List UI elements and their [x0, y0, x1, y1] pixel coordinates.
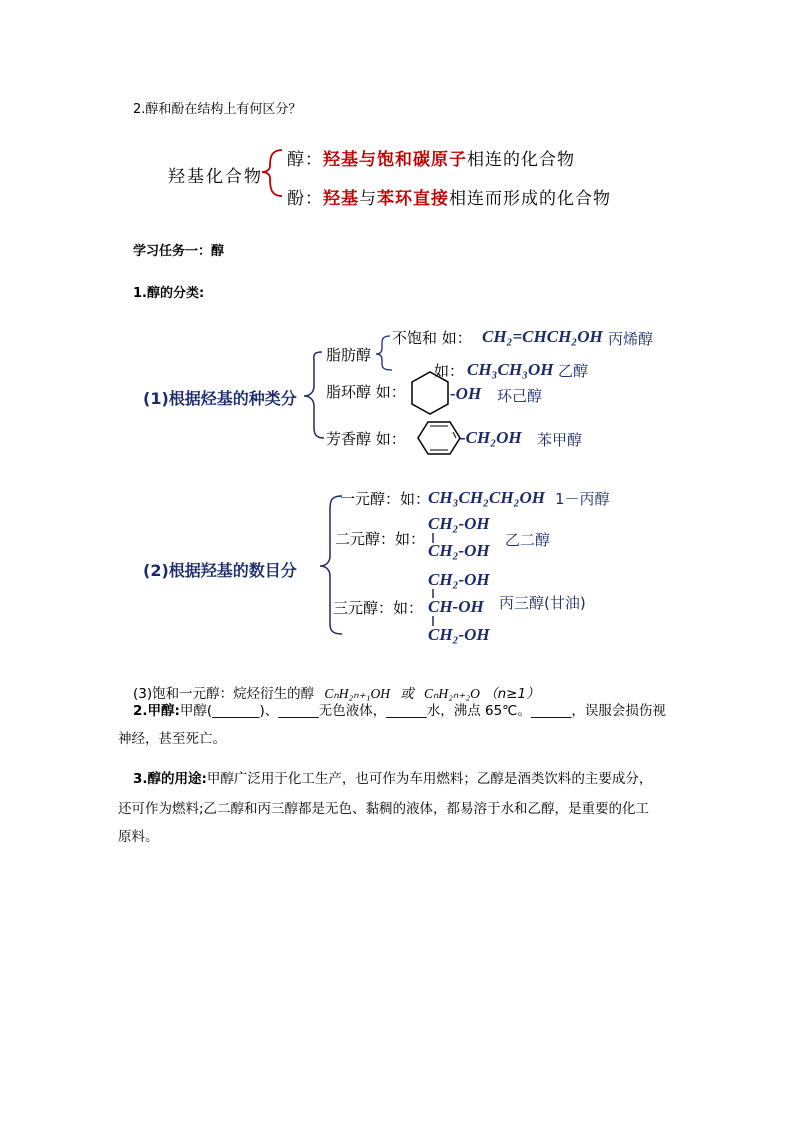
- sat-mono-formula1: CₙH₂ₙ₊₁OH: [324, 686, 390, 701]
- class2-label: (2)根据羟基的数目分: [143, 561, 297, 580]
- aromatic-label: 芳香醇 如：: [326, 430, 406, 448]
- hydroxyl-label: 羟基化合物: [168, 167, 263, 187]
- phenol-prefix: 酚：: [287, 189, 323, 209]
- uses-text1: 甲醇广泛用于化工生产，也可作为车用燃料；乙醇是酒类饮料的主要成分，: [206, 771, 653, 787]
- sat-formula: CH₃CH₃OH: [467, 360, 554, 379]
- di-name: 乙二醇: [505, 531, 551, 549]
- methanol-title: 2.甲醇:: [133, 703, 180, 719]
- phenol-suffix: 相连而形成的化合物: [449, 189, 611, 209]
- tri-formula-1: CH₂-OH: [428, 570, 490, 589]
- benzene-ring: [418, 422, 460, 454]
- phenol-mid: 与: [359, 189, 377, 209]
- alcohol-highlight: 羟基与饱和碳原子: [323, 150, 467, 170]
- aromatic-name: 苯甲醇: [537, 431, 583, 449]
- uses-line3: 原料。: [118, 829, 159, 845]
- di-label: 二元醇：如：: [335, 530, 426, 548]
- unsat-name: 丙烯醇: [608, 330, 654, 348]
- uses-title: 3.醇的用途:: [133, 771, 207, 787]
- section1-heading: 1.醇的分类:: [133, 286, 205, 301]
- mono-label: 一元醇：如：: [340, 490, 431, 508]
- class1-label: (1)根据烃基的种类分: [143, 389, 297, 408]
- sat-label: 如：: [434, 362, 465, 380]
- cyclic-label: 脂环醇 如：: [326, 383, 406, 401]
- class1-bracket: [304, 352, 324, 438]
- hydroxyl-brace: [262, 150, 282, 196]
- sat-name: 乙醇: [558, 362, 589, 380]
- di-formula-1: CH₂-OH: [428, 514, 490, 533]
- mono-formula: CH₃CH₂CH₂OH: [428, 488, 545, 507]
- tri-formula-3: CH₂-OH: [428, 625, 490, 644]
- cyclic-name: 环己醇: [497, 387, 543, 405]
- phenol-h1: 羟基: [323, 189, 359, 209]
- uses-line2: 还可作为燃料;乙二醇和丙三醇都是无色、黏稠的液体，都易溶于水和乙醇，是重要的化工: [118, 801, 650, 817]
- di-formula-2: CH₂-OH: [428, 541, 490, 560]
- tri-formula-2: CH-OH: [428, 597, 484, 616]
- methanol-line2: 神经，甚至死亡。: [118, 731, 226, 747]
- sat-mono-cond: （n≥1）: [484, 686, 540, 702]
- phenol-h2: 苯环直接: [377, 189, 449, 209]
- alcohol-prefix: 醇：: [287, 150, 323, 170]
- aromatic-formula: -CH₂OH: [460, 428, 522, 447]
- phenol-definition: [287, 184, 611, 209]
- sat-mono-formula2: CₙH₂ₙ₊₂O: [424, 686, 480, 701]
- alcohol-definition: [287, 145, 575, 170]
- task1-heading: 学习任务一：醇: [133, 244, 225, 259]
- methanol-text1: 甲醇(_______)、______无色液体，______水，沸点 65℃。______，误服会损伤视: [179, 703, 666, 719]
- sat-mono-text: (3)饱和一元醇：烷烃衍生的醇: [133, 686, 315, 702]
- question-text: 2.醇和酚在结构上有何区分？: [133, 102, 302, 117]
- methanol-line1: [133, 697, 666, 725]
- mono-name: 1－丙醇: [555, 490, 610, 508]
- tri-label: 三元醇：如：: [333, 599, 424, 617]
- alcohol-suffix: 相连的化合物: [467, 150, 575, 170]
- cyclic-formula: -OH: [450, 384, 482, 403]
- tri-name: 丙三醇(甘油): [499, 594, 586, 612]
- aliphatic-label: 脂肪醇: [326, 346, 372, 364]
- unsat-formula: CH₂=CHCH₂OH: [482, 327, 603, 346]
- uses-line1: [133, 765, 652, 793]
- unsat-label: 不饱和 如：: [392, 329, 472, 347]
- sat-mono-or: 或: [400, 686, 414, 702]
- aliphatic-bracket: [376, 336, 392, 370]
